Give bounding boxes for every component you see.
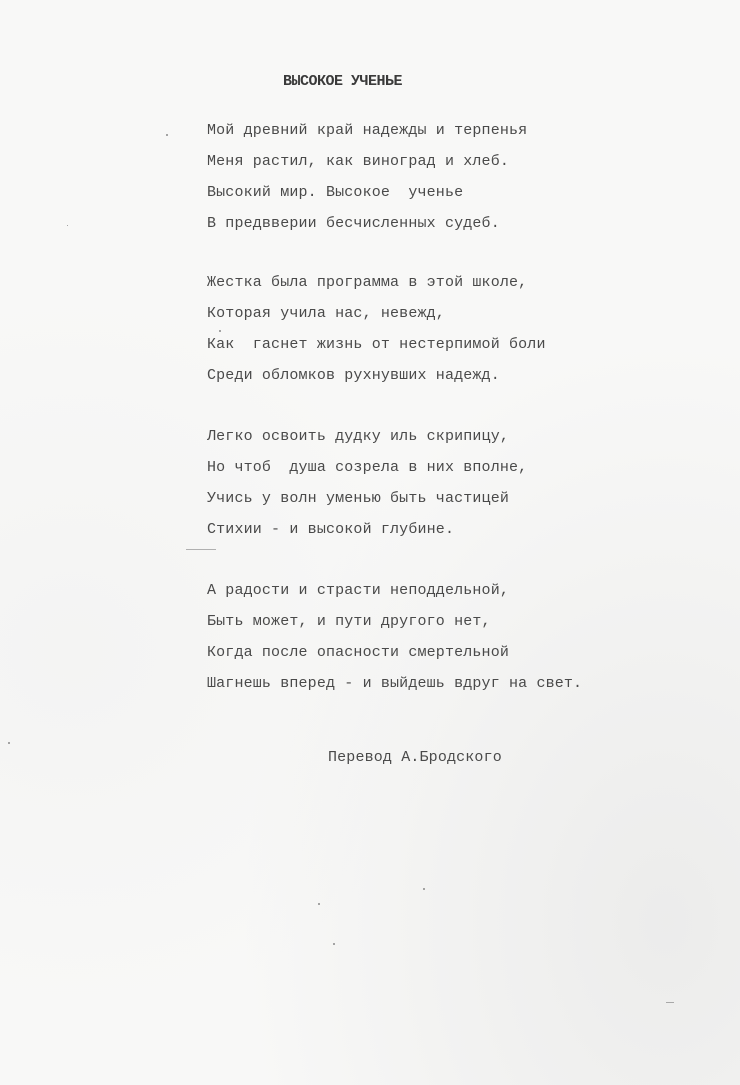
poem-title: ВЫСОКОЕ УЧЕНЬЕ: [283, 73, 403, 90]
poem-line: Меня растил, как виноград и хлеб.: [207, 153, 509, 170]
paper-speck: [219, 330, 221, 332]
paper-speck: [423, 888, 425, 890]
poem-line: Учись у волн уменью быть частицей: [207, 490, 509, 507]
translator-attribution: Перевод А.Бродского: [328, 749, 502, 766]
poem-line: Высокий мир. Высокое ученье: [207, 184, 464, 201]
poem-line: В предвверии бесчисленных судеб.: [207, 215, 500, 232]
paper-speck: [166, 134, 168, 136]
poem-line: Легко освоить дудку иль скрипицу,: [207, 428, 509, 445]
stanza-3: [207, 421, 527, 545]
poem-line: Но чтоб душа созрела в них вполне,: [207, 459, 528, 476]
stanza-1: [207, 115, 527, 239]
poem-line: Стихии - и высокой глубине.: [207, 521, 455, 538]
poem-line: Как гаснет жизнь от нестерпимой боли: [207, 336, 546, 353]
paper-speck: [186, 549, 216, 550]
poem-line: Которая учила нас, невежд,: [207, 305, 445, 322]
paper-speck: [318, 903, 320, 905]
poem-line: Шагнешь вперед - и выйдешь вдруг на свет.: [207, 675, 583, 692]
paper-speck: [666, 1002, 674, 1003]
poem-line: Жестка была программа в этой школе,: [207, 274, 528, 291]
poem-line: Когда после опасности смертельной: [207, 644, 509, 661]
paper-speck: [333, 943, 335, 945]
poem-line: Быть может, и пути другого нет,: [207, 613, 491, 630]
poem-line: Мой древний край надежды и терпенья: [207, 122, 528, 139]
poem-line: А радости и страсти неподдельной,: [207, 582, 509, 599]
stanza-4: [207, 575, 582, 699]
paper-speck: [8, 742, 10, 744]
stanza-2: [207, 267, 546, 391]
poem-line: Среди обломков рухнувших надежд.: [207, 367, 500, 384]
paper-speck: [67, 225, 68, 226]
